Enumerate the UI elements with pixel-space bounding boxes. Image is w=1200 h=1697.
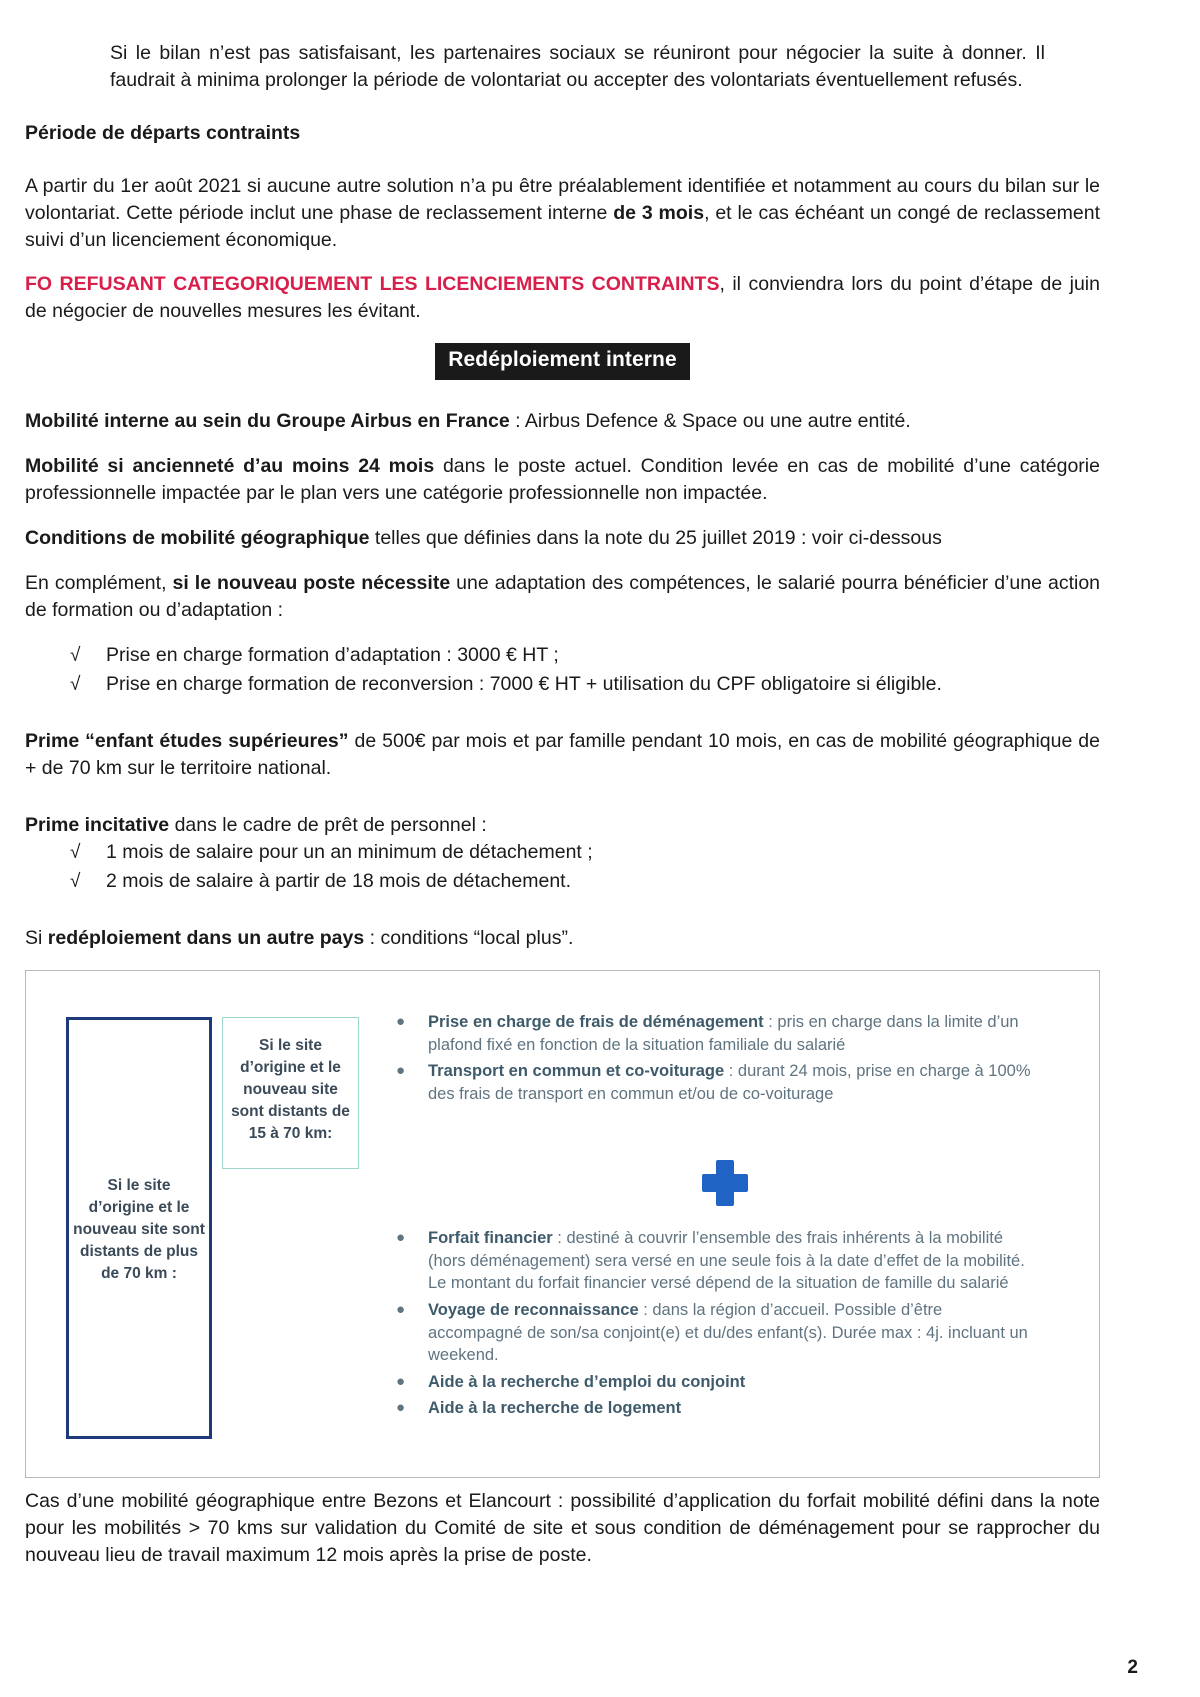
check-icon: √ <box>70 871 81 893</box>
conditions-geo-rest: telles que définies dans la note du 25 juillet 2019 : voir ci-dessous <box>369 526 942 549</box>
bullet-icon: ● <box>396 1229 406 1247</box>
prime-enfant-bold: Prime “enfant études supérieures” <box>25 730 349 753</box>
banner-wrapper <box>25 343 1100 380</box>
check-icon: √ <box>70 644 81 666</box>
conditions-geo-bold: Conditions de mobilité géographique <box>25 526 370 549</box>
mobilite-interne-rest: : Airbus Defence & Space ou une autre entité. <box>509 410 911 433</box>
blue-plus-icon <box>698 1156 752 1210</box>
departs-text-a: A partir du 1er août 2021 si aucune autre solution n’a pu être préalablement identifiée et notamment au cours du bilan sur le volontariat. Cette période inclut une phase de reclassement interne <box>25 174 1100 224</box>
prime-incitative-bold: Prime incitative <box>25 813 170 836</box>
list-item-label: 1 mois de salaire pour un an minimum de détachement ; <box>106 840 593 863</box>
bullet-rest: : destiné à couvrir l’ensemble des frais inhérents à la mobilité (hors déménagement) sera versé en une seule fois à la date d’effet de la mobilité. Le montant du forfait financier versé dépend de la situation de famille du salarié <box>428 1229 1025 1293</box>
prime-enfant-rest: de 500€ par mois et par famille pendant 10 mois, en cas de mobilité géographique de + de 70 km sur le territoire national. <box>25 730 1100 779</box>
complement-bold: si le nouveau poste nécessite <box>172 571 451 594</box>
figure-bullets-top <box>396 1011 1036 1109</box>
autre-pays-bold: redéploiement dans un autre pays <box>47 927 365 950</box>
list-prime-incitative <box>25 839 1100 895</box>
figure-top-list <box>396 1011 1036 1105</box>
bullet-icon: ● <box>396 1062 406 1080</box>
bullet-icon: ● <box>396 1372 406 1390</box>
paragraph-redeploiement-autre-pays <box>25 925 1100 952</box>
paragraph-complement-formation <box>25 570 1100 624</box>
departs-text-bold: de 3 mois <box>613 201 705 224</box>
list-item-label: Prise en charge formation d’adaptation : 3000 € HT ; <box>106 643 559 666</box>
mobilite-anciennete-rest: dans le poste actuel. Condition levée en cas de mobilité d’une catégorie professionnelle impactée par le plan vers une catégorie professionnelle non impactée. <box>25 455 1100 505</box>
list-item <box>70 671 1100 698</box>
paragraph-fo-refus <box>25 271 1100 325</box>
paragraph-mobilite-interne <box>25 408 1100 435</box>
bullet-icon: ● <box>396 1013 406 1031</box>
mobilite-anciennete-bold: Mobilité si ancienneté d’au moins 24 mois <box>25 455 435 478</box>
bullet-lead: Aide à la recherche de logement <box>428 1399 682 1418</box>
list-item <box>70 868 1100 895</box>
complement-pre: En complément, <box>25 571 173 594</box>
red-emphasis-text: FO REFUSANT CATEGORIQUEMENT LES LICENCIEMENTS CONTRAINTS <box>25 273 720 296</box>
spacer <box>25 716 1100 728</box>
list-formation <box>25 642 1100 698</box>
check-icon: √ <box>70 841 81 863</box>
list-item <box>396 1299 1036 1367</box>
bullet-lead: Transport en commun et co-voiturage <box>428 1062 725 1081</box>
bullet-rest: : pris en charge dans la limite d’un plafond fixé en fonction de la situation familiale du salarié <box>428 1013 1019 1054</box>
list-item-label <box>428 1060 1036 1105</box>
list-item-label: 2 mois de salaire à partir de 18 mois de détachement. <box>106 870 572 893</box>
list-item <box>70 642 1100 669</box>
list-item <box>396 1371 1036 1394</box>
paragraph-prime-enfant <box>25 728 1100 782</box>
paragraph-departs-contraints <box>25 173 1100 254</box>
document-body <box>25 40 1100 1569</box>
navy-box-label: Si le site d’origine et le nouveau site sont distants de plus de 70 km : <box>73 1177 205 1283</box>
bullet-lead: Forfait financier <box>428 1229 553 1248</box>
list-item <box>70 839 1100 866</box>
check-icon: √ <box>70 673 81 695</box>
list-item-label <box>428 1011 1036 1056</box>
teal-box-label: Si le site d’origine et le nouveau site sont distants de 15 à 70 km: <box>231 1037 350 1143</box>
bullet-lead: Aide à la recherche d’emploi du conjoint <box>428 1372 746 1391</box>
paragraph-mobilite-anciennete <box>25 453 1100 507</box>
bullet-icon: ● <box>396 1399 406 1417</box>
page-number: 2 <box>1127 1657 1138 1678</box>
list-item <box>396 1060 1036 1105</box>
paragraph-prime-incitative <box>25 812 1100 839</box>
list-item <box>396 1011 1036 1056</box>
figure-inner <box>26 971 1099 1477</box>
list-item-label <box>428 1299 1036 1367</box>
mobility-conditions-figure <box>25 970 1100 1478</box>
mobilite-interne-bold: Mobilité interne au sein du Groupe Airbus en France <box>25 410 510 433</box>
red-tail-text: , il conviendra lors du point d’étape de juin de négocier de nouvelles mesures les évitant. <box>25 273 1100 323</box>
autre-pays-rest: : conditions “local plus”. <box>364 927 574 950</box>
section-banner-redeploiement-interne: Redéploiement interne <box>435 343 689 380</box>
list-item-label <box>428 1227 1036 1295</box>
paragraph-conditions-geographique <box>25 525 1100 552</box>
figure-bullets-bottom <box>396 1227 1036 1424</box>
autre-pays-pre: Si <box>25 927 48 950</box>
bullet-rest: : durant 24 mois, prise en charge à 100% des frais de transport en commun et/ou de co-voiturage <box>428 1062 1031 1103</box>
navy-distance-box <box>66 1017 212 1439</box>
list-item-label: Prise en charge formation de reconversion : 7000 € HT + utilisation du CPF obligatoire si éligible. <box>106 672 942 695</box>
section-heading-departs-contraints: Période de départs contraints <box>25 121 301 144</box>
bullet-icon: ● <box>396 1300 406 1318</box>
spacer <box>25 800 1100 812</box>
departs-text-end: , et le cas échéant un congé de reclassement suivi d’un licenciement économique. <box>25 201 1100 251</box>
list-item-label <box>428 1397 1036 1420</box>
spacer <box>25 913 1100 925</box>
list-item-label <box>428 1371 1036 1394</box>
footer-note-paragraph: Cas d’une mobilité géographique entre Bezons et Elancourt : possibilité d’application du forfait mobilité défini dans la note pour les mobilités > 70 kms sur validation du Comité de site et sous condition de déménagement pour se rapprocher du nouveau lieu de travail maximum 12 mois après la prise de poste. <box>25 1490 1100 1566</box>
teal-distance-box <box>222 1017 359 1169</box>
bullet-lead: Prise en charge de frais de déménagement <box>428 1013 764 1032</box>
figure-bottom-list <box>396 1227 1036 1420</box>
intro-paragraph: Si le bilan n’est pas satisfaisant, les partenaires sociaux se réuniront pour négocier la suite à donner. Il faudrait à minima prolonger la période de volontariat ou accepter des volontariats éventuellement refusés. <box>110 42 1045 91</box>
bullet-lead: Voyage de reconnaissance <box>428 1300 639 1319</box>
prime-incitative-rest: dans le cadre de prêt de personnel : <box>169 813 487 836</box>
list-item <box>396 1397 1036 1420</box>
complement-rest: une adaptation des compétences, le salarié pourra bénéficier d’une action de formation ou d’adaptation : <box>25 571 1101 621</box>
bullet-rest: : dans la région d’accueil. Possible d’être accompagné de son/sa conjoint(e) et du/des enfant(s). Durée max : 4j. incluant un weekend. <box>428 1300 1028 1365</box>
list-item <box>396 1227 1036 1295</box>
